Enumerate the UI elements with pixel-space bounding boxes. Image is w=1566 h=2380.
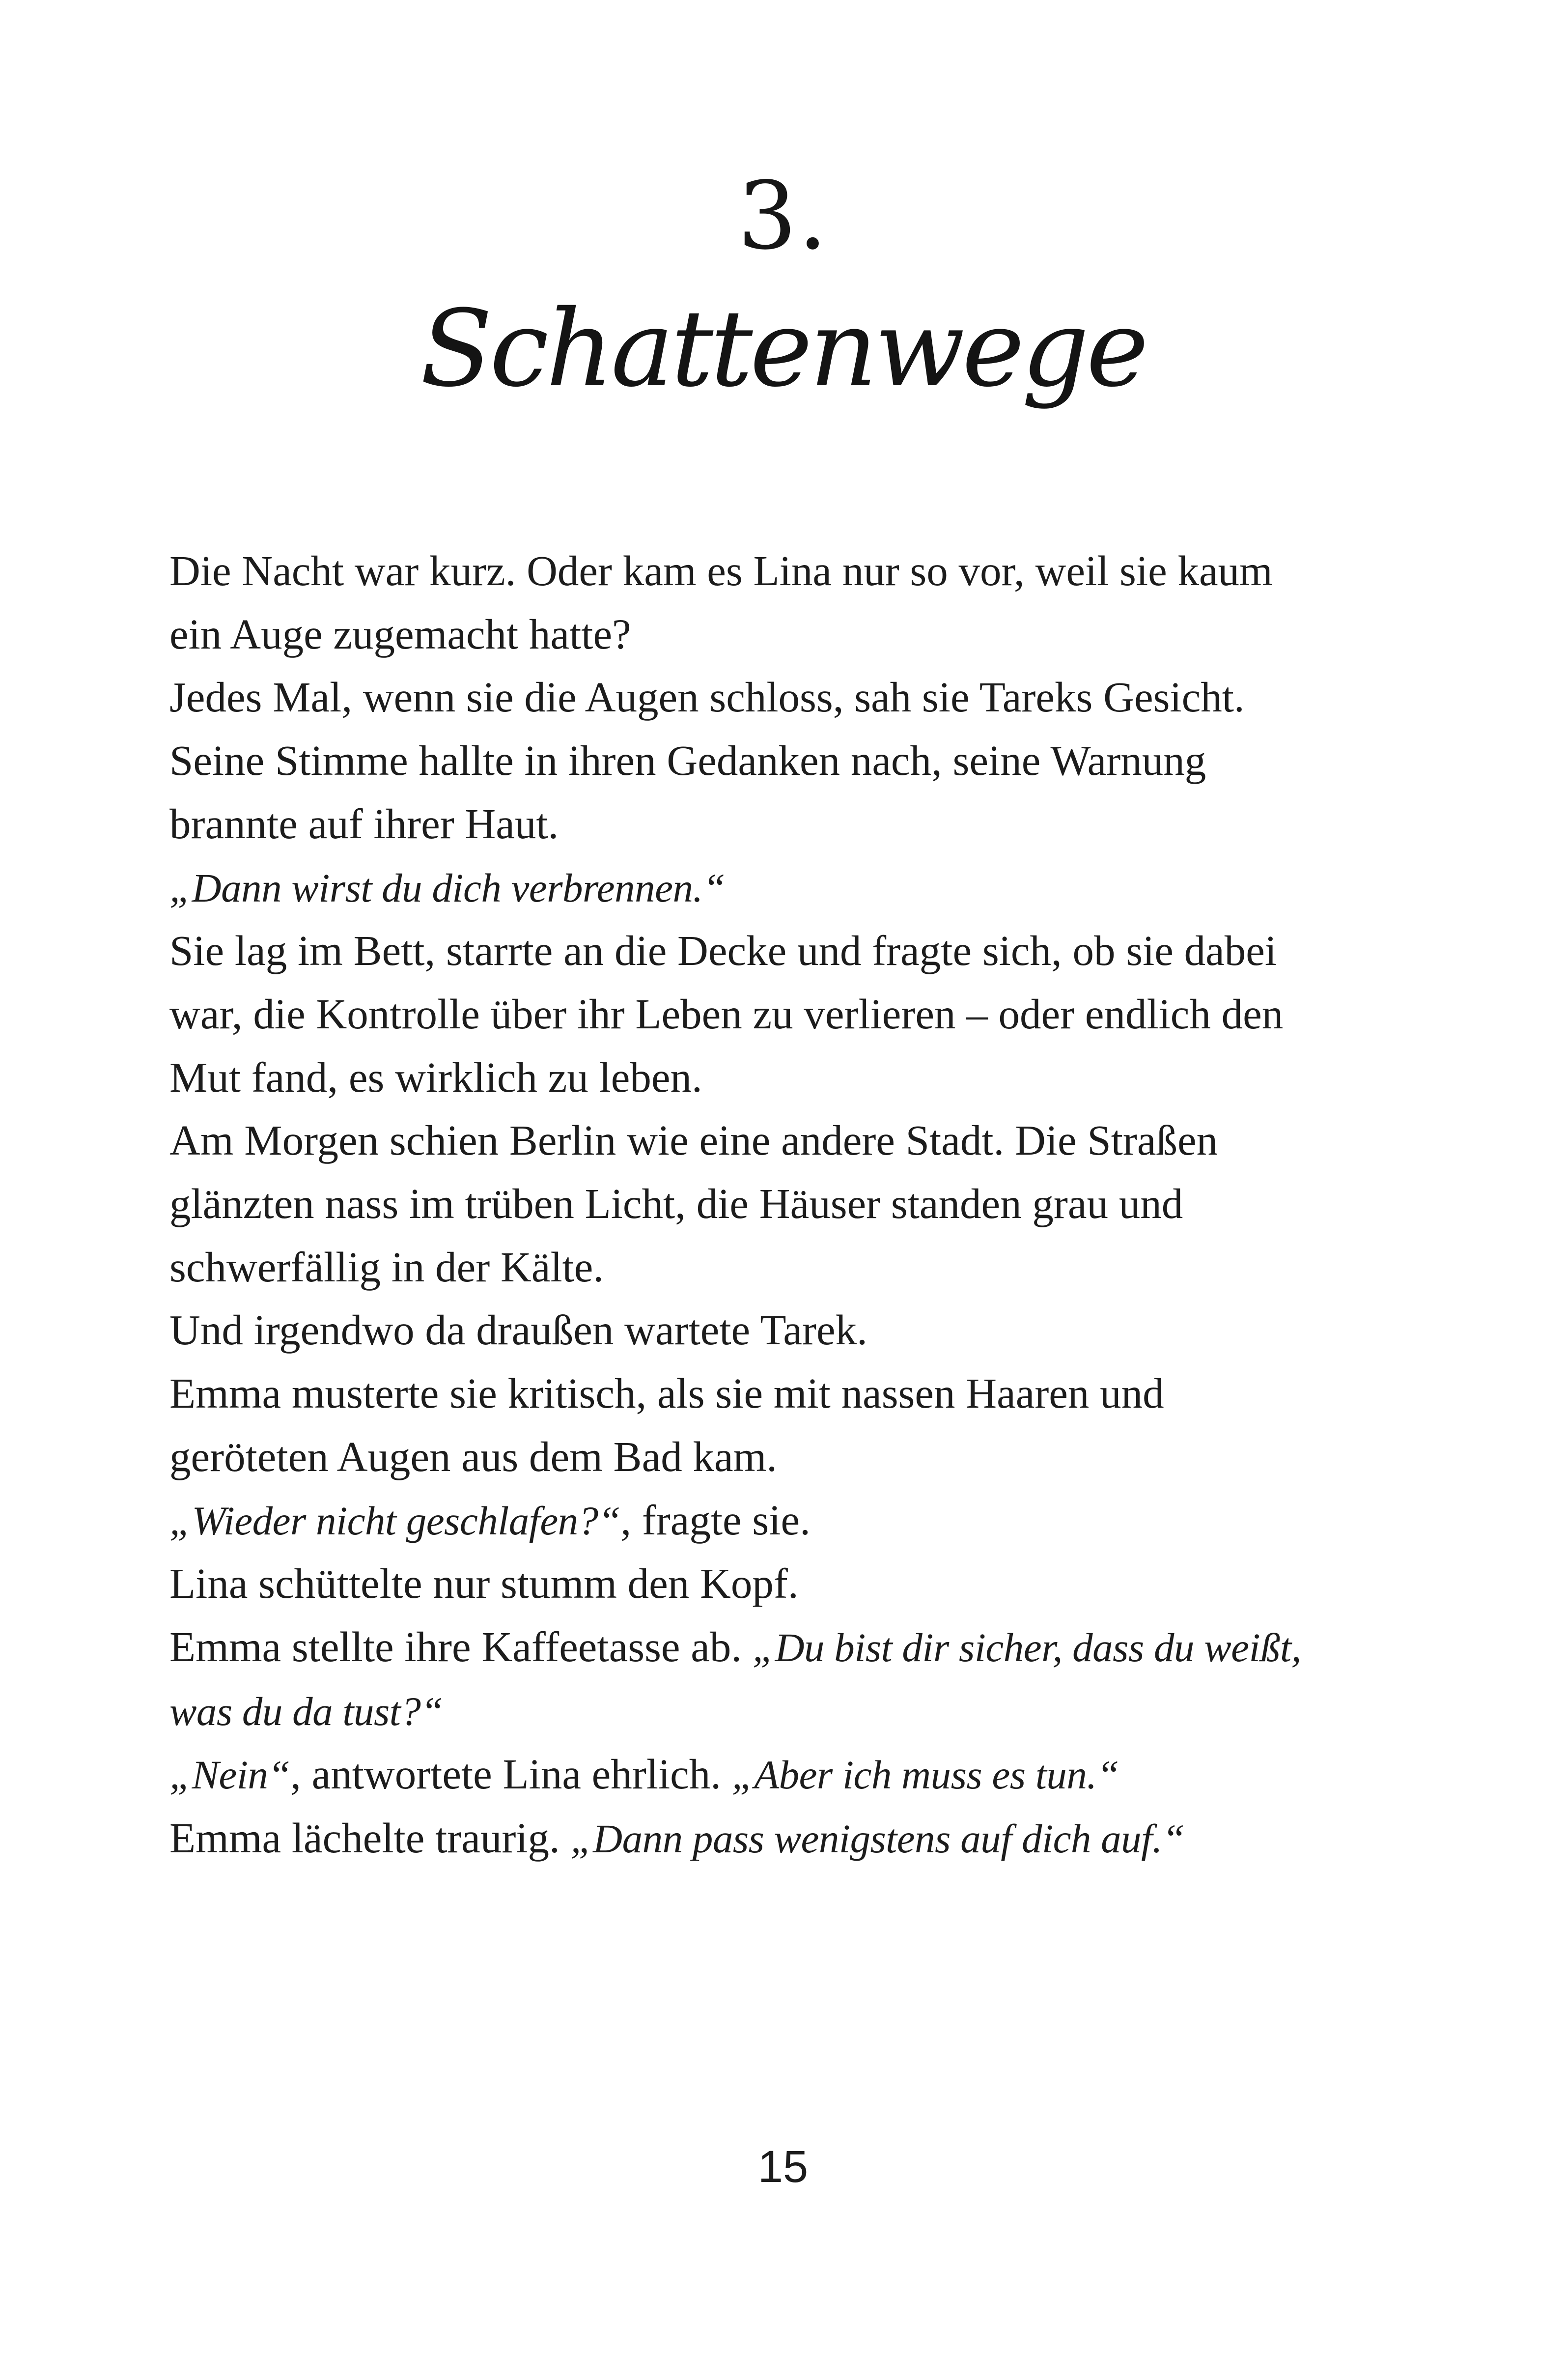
text-line: „Wieder nicht geschlafen?“, fragte sie. (169, 1496, 811, 1544)
text-line: „Nein“, antwortete Lina ehrlich. „Aber ich muss es tun.“ (169, 1750, 1119, 1798)
chapter-number: 3. (737, 162, 829, 270)
dialogue-quote: „Dann wirst du dich verbrennen.“ (169, 865, 726, 910)
text-line: Lina schüttelte nur stumm den Kopf. (169, 1559, 799, 1608)
text-line: Und irgendwo da draußen wartete Tarek. (169, 1306, 867, 1354)
text-line: Mut fand, es wirklich zu leben. (169, 1053, 702, 1101)
page-number: 15 (757, 2142, 809, 2192)
text-line: Emma stellte ihre Kaffeetasse ab. „Du bist dir sicher, dass du weißt, (169, 1622, 1301, 1671)
text-line: schwerfällig in der Kälte. (169, 1243, 604, 1291)
dialogue-quote: „Nein“ (169, 1752, 291, 1798)
dialogue-quote: „Wieder nicht geschlafen?“ (169, 1498, 621, 1543)
text-line: Seine Stimme hallte in ihren Gedanken nach, seine Warnung (169, 737, 1206, 785)
dialogue-quote: „Dann pass wenigstens auf dich auf.“ (570, 1816, 1185, 1862)
text-line: brannte auf ihrer Haut. (169, 799, 559, 848)
text-line: war, die Kontrolle über ihr Leben zu verlieren – oder endlich den (169, 990, 1284, 1038)
text-line: Sie lag im Bett, starrte an die Decke und fragte sich, ob sie dabei (169, 927, 1277, 975)
text-line: Emma lächelte traurig. „Dann pass wenigstens auf dich auf.“ (169, 1814, 1185, 1862)
chapter-title: Schattenwege (420, 287, 1146, 410)
text-line: glänzten nass im trüben Licht, die Häuser standen grau und (169, 1180, 1183, 1228)
dialogue-quote: „Aber ich muss es tun.“ (731, 1752, 1119, 1798)
text-line: ein Auge zugemacht hatte? (169, 610, 631, 658)
text-line: Am Morgen schien Berlin wie eine andere Stadt. Die Straßen (169, 1116, 1218, 1164)
text-line: geröteten Augen aus dem Bad kam. (169, 1432, 777, 1480)
text-line: Die Nacht war kurz. Oder kam es Lina nur so vor, weil sie kaum (169, 547, 1273, 595)
text-line: Jedes Mal, wenn sie die Augen schloss, sah sie Tareks Gesicht. (169, 673, 1245, 721)
chapter-body (169, 539, 1407, 1870)
text-line: Emma musterte sie kritisch, als sie mit nassen Haaren und (169, 1369, 1164, 1417)
dialogue-quote: was du da tust?“ (169, 1688, 443, 1734)
text-line (169, 856, 1407, 920)
dialogue-quote: „Du bist dir sicher, dass du weißt, (752, 1624, 1301, 1670)
text-line (169, 1679, 1407, 1743)
